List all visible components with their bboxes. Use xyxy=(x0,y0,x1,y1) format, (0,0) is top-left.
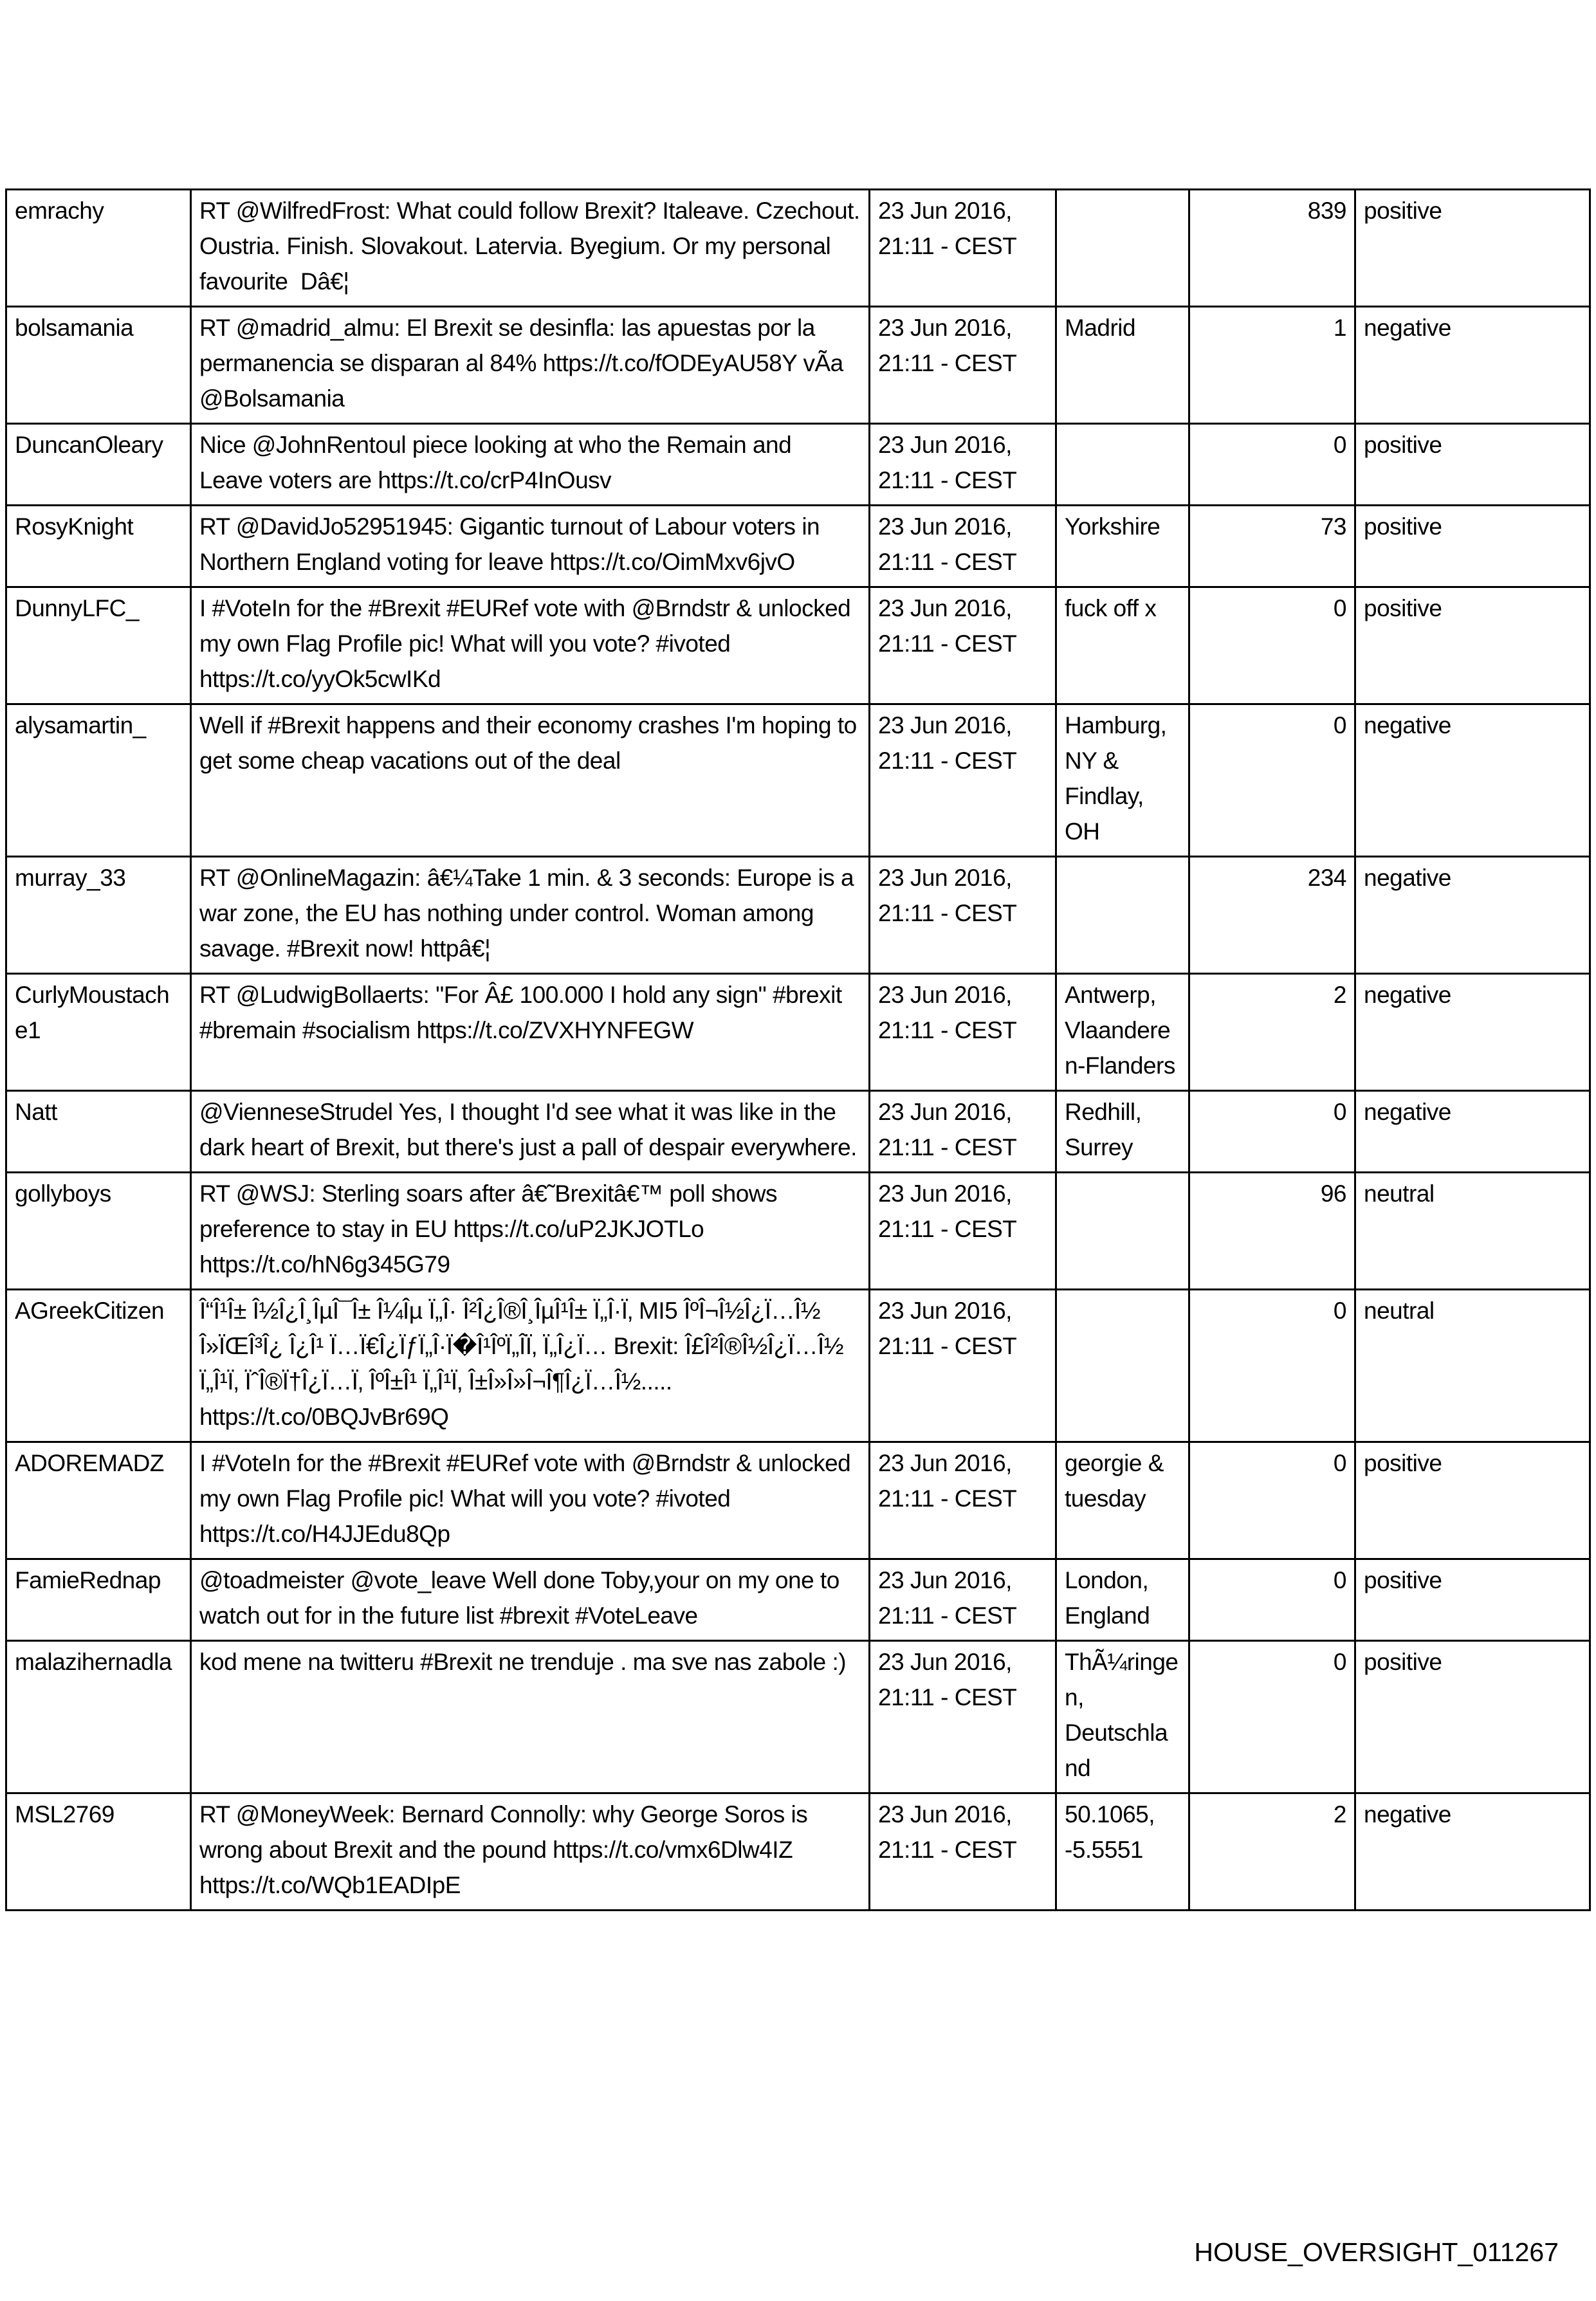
cell-sentiment: neutral xyxy=(1355,1173,1590,1290)
cell-sentiment: negative xyxy=(1355,307,1590,424)
cell-username: DuncanOleary xyxy=(6,424,191,506)
cell-count: 2 xyxy=(1189,974,1355,1091)
cell-username: bolsamania xyxy=(6,307,191,424)
cell-location xyxy=(1056,1290,1189,1442)
cell-text: Nice @JohnRentoul piece looking at who the Remain and Leave voters are https://t.co/crP4InOusv xyxy=(191,424,870,506)
cell-count: 0 xyxy=(1189,424,1355,506)
cell-datetime: 23 Jun 2016, 21:11 - CEST xyxy=(870,307,1056,424)
cell-text: kod mene na twitteru #Brexit ne trenduje . ma sve nas zabole :) xyxy=(191,1641,870,1793)
cell-location: London, England xyxy=(1056,1559,1189,1641)
cell-text: I #VoteIn for the #Brexit #EURef vote with @Brndstr & unlocked my own Flag Profile pic! What will you vote? #ivoted https://t.co/yyOk5cwIKd xyxy=(191,587,870,704)
cell-datetime: 23 Jun 2016, 21:11 - CEST xyxy=(870,1559,1056,1641)
cell-username: emrachy xyxy=(6,190,191,307)
table-row xyxy=(6,190,1590,307)
cell-sentiment: positive xyxy=(1355,506,1590,587)
cell-datetime: 23 Jun 2016, 21:11 - CEST xyxy=(870,857,1056,974)
cell-username: RosyKnight xyxy=(6,506,191,587)
cell-text: @VienneseStrudel Yes, I thought I'd see what it was like in the dark heart of Brexit, but there's just a pall of despair everywhere. xyxy=(191,1091,870,1173)
cell-location: fuck off x xyxy=(1056,587,1189,704)
cell-count: 0 xyxy=(1189,1559,1355,1641)
cell-sentiment: negative xyxy=(1355,704,1590,857)
cell-sentiment: positive xyxy=(1355,424,1590,506)
table-row xyxy=(6,1793,1590,1911)
cell-sentiment: positive xyxy=(1355,587,1590,704)
cell-username: FamieRednap xyxy=(6,1559,191,1641)
table-row xyxy=(6,1290,1590,1442)
cell-count: 73 xyxy=(1189,506,1355,587)
cell-username: gollyboys xyxy=(6,1173,191,1290)
cell-sentiment: negative xyxy=(1355,857,1590,974)
cell-datetime: 23 Jun 2016, 21:11 - CEST xyxy=(870,704,1056,857)
table-row xyxy=(6,1173,1590,1290)
cell-text: RT @madrid_almu: El Brexit se desinfla: las apuestas por la permanencia se disparan al 84% https://t.co/fODEyAU58Y vÃa @Bolsamania xyxy=(191,307,870,424)
cell-text: RT @WilfredFrost: What could follow Brexit? Italeave. Czechout. Oustria. Finish. Slovakout. Latervia. Byegium. Or my personal favourite Dâ€¦ xyxy=(191,190,870,307)
table-row xyxy=(6,857,1590,974)
tweets-table-body xyxy=(6,190,1590,1911)
cell-sentiment: neutral xyxy=(1355,1290,1590,1442)
cell-datetime: 23 Jun 2016, 21:11 - CEST xyxy=(870,1091,1056,1173)
table-row xyxy=(6,1442,1590,1559)
cell-datetime: 23 Jun 2016, 21:11 - CEST xyxy=(870,190,1056,307)
cell-location xyxy=(1056,1173,1189,1290)
cell-sentiment: positive xyxy=(1355,1442,1590,1559)
cell-datetime: 23 Jun 2016, 21:11 - CEST xyxy=(870,587,1056,704)
cell-datetime: 23 Jun 2016, 21:11 - CEST xyxy=(870,424,1056,506)
cell-datetime: 23 Jun 2016, 21:11 - CEST xyxy=(870,1641,1056,1793)
cell-sentiment: positive xyxy=(1355,1559,1590,1641)
cell-count: 0 xyxy=(1189,1442,1355,1559)
cell-count: 2 xyxy=(1189,1793,1355,1911)
cell-location xyxy=(1056,424,1189,506)
cell-count: 0 xyxy=(1189,704,1355,857)
cell-count: 0 xyxy=(1189,587,1355,704)
cell-datetime: 23 Jun 2016, 21:11 - CEST xyxy=(870,1793,1056,1911)
cell-text: RT @LudwigBollaerts: "For Â£ 100.000 I hold any sign" #brexit #bremain #socialism https://t.co/ZVXHYNFEGW xyxy=(191,974,870,1091)
cell-username: DunnyLFC_ xyxy=(6,587,191,704)
cell-text: @toadmeister @vote_leave Well done Toby,your on my one to watch out for in the future list #brexit #VoteLeave xyxy=(191,1559,870,1641)
tweets-table xyxy=(5,188,1591,1911)
table-row xyxy=(6,1559,1590,1641)
cell-location: Yorkshire xyxy=(1056,506,1189,587)
cell-count: 1 xyxy=(1189,307,1355,424)
cell-text: RT @MoneyWeek: Bernard Connolly: why George Soros is wrong about Brexit and the pound https://t.co/vmx6Dlw4IZ https://t.co/WQb1EADIpE xyxy=(191,1793,870,1911)
cell-location: ThÃ¼ringen, Deutschland xyxy=(1056,1641,1189,1793)
table-row xyxy=(6,1641,1590,1793)
cell-datetime: 23 Jun 2016, 21:11 - CEST xyxy=(870,1442,1056,1559)
cell-text: I #VoteIn for the #Brexit #EURef vote with @Brndstr & unlocked my own Flag Profile pic! What will you vote? #ivoted https://t.co/H4JJEdu8Qp xyxy=(191,1442,870,1559)
cell-location xyxy=(1056,857,1189,974)
cell-username: murray_33 xyxy=(6,857,191,974)
table-row xyxy=(6,307,1590,424)
cell-text: Well if #Brexit happens and their economy crashes I'm hoping to get some cheap vacations out of the deal xyxy=(191,704,870,857)
cell-username: alysamartin_ xyxy=(6,704,191,857)
cell-sentiment: negative xyxy=(1355,974,1590,1091)
cell-datetime: 23 Jun 2016, 21:11 - CEST xyxy=(870,506,1056,587)
table-row xyxy=(6,587,1590,704)
cell-count: 0 xyxy=(1189,1641,1355,1793)
cell-username: MSL2769 xyxy=(6,1793,191,1911)
cell-text: RT @WSJ: Sterling soars after â€˜Brexitâ€™ poll shows preference to stay in EU https://t.co/uP2JKJOTLo https://t.co/hN6g345G79 xyxy=(191,1173,870,1290)
cell-location: Antwerp, Vlaanderen-Flanders xyxy=(1056,974,1189,1091)
cell-datetime: 23 Jun 2016, 21:11 - CEST xyxy=(870,1290,1056,1442)
cell-count: 96 xyxy=(1189,1173,1355,1290)
cell-count: 234 xyxy=(1189,857,1355,974)
table-row xyxy=(6,506,1590,587)
table-row xyxy=(6,424,1590,506)
table-row xyxy=(6,1091,1590,1173)
cell-username: ADOREMADZ xyxy=(6,1442,191,1559)
cell-sentiment: negative xyxy=(1355,1793,1590,1911)
cell-count: 839 xyxy=(1189,190,1355,307)
cell-location: georgie & tuesday xyxy=(1056,1442,1189,1559)
cell-location xyxy=(1056,190,1189,307)
cell-location: Redhill, Surrey xyxy=(1056,1091,1189,1173)
cell-location: Hamburg, NY & Findlay, OH xyxy=(1056,704,1189,857)
cell-datetime: 23 Jun 2016, 21:11 - CEST xyxy=(870,974,1056,1091)
document-id-stamp: HOUSE_OVERSIGHT_011267 xyxy=(1194,2237,1559,2267)
cell-text: RT @OnlineMagazin: â€¼Take 1 min. & 3 seconds: Europe is a war zone, the EU has nothing under control. Woman among savage. #Brexit now! httpâ€¦ xyxy=(191,857,870,974)
cell-count: 0 xyxy=(1189,1290,1355,1442)
cell-username: AGreekCitizen xyxy=(6,1290,191,1442)
cell-username: CurlyMoustache1 xyxy=(6,974,191,1091)
cell-username: malazihernadla xyxy=(6,1641,191,1793)
cell-text: Î“Î¹Î± Î½Î¿Î¸ÎµÎ¯Î± Î¼Îµ Ï„Î· Î²Î¿Î®Î¸ÎµÎ¹Î± Ï„Î·Ï‚ MI5 ÎºÎ¬Î½Î¿Ï…Î½ Î»ÏŒÎ³Î¿ Î¿Î¹ Ï…Ï€Î¿ÏƒÏ„Î·Ï�Î¹ÎºÏ„ÎÏ‚ Ï„Î¿Ï… Brexit: Î£Î²Î®Î½Î¿Ï…Î½ Ï„Î¹Ï‚ ÏˆÎ®Ï†Î¿Ï…Ï‚ ÎºÎ±Î¹ Ï„Î¹Ï‚ Î±Î»Î»Î¬Î¶Î¿Ï…Î½..... https://t.co/0BQJvBr69Q xyxy=(191,1290,870,1442)
cell-count: 0 xyxy=(1189,1091,1355,1173)
cell-datetime: 23 Jun 2016, 21:11 - CEST xyxy=(870,1173,1056,1290)
cell-location: 50.1065, -5.5551 xyxy=(1056,1793,1189,1911)
cell-text: RT @DavidJo52951945: Gigantic turnout of Labour voters in Northern England voting for leave https://t.co/OimMxv6jvO xyxy=(191,506,870,587)
cell-location: Madrid xyxy=(1056,307,1189,424)
table-row xyxy=(6,974,1590,1091)
cell-sentiment: positive xyxy=(1355,190,1590,307)
cell-sentiment: positive xyxy=(1355,1641,1590,1793)
table-row xyxy=(6,704,1590,857)
cell-sentiment: negative xyxy=(1355,1091,1590,1173)
cell-username: Natt xyxy=(6,1091,191,1173)
